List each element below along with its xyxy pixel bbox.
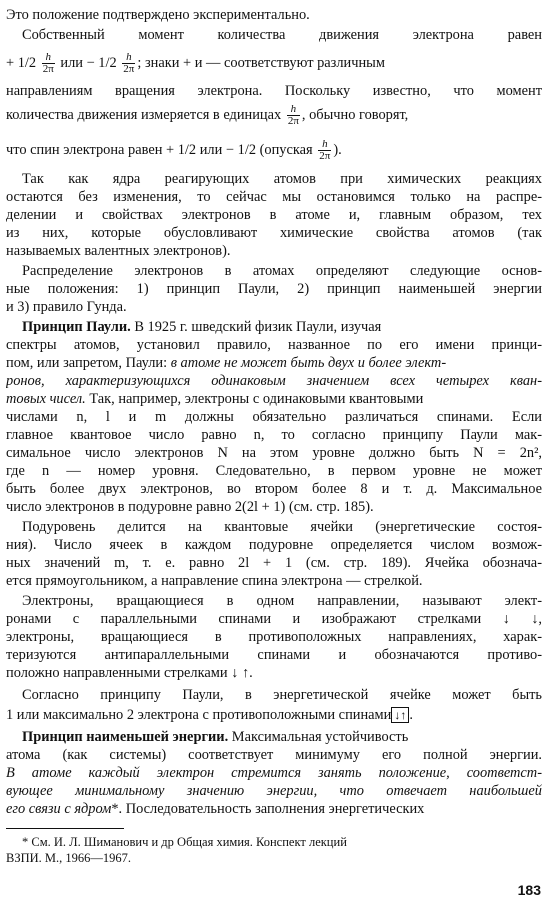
- text-span: Так, например, электроны с одинаковыми квантовыми: [85, 391, 424, 407]
- text-line: направлениям вращения электрона. Поскольку известно, что момент: [6, 83, 542, 99]
- text-line: ных значений m, т. е. равно 2l + 1 (см. стр. 189). Ячейка обознача-: [6, 555, 542, 571]
- quantum-cell-box: ↓↑: [391, 707, 409, 723]
- text-span: .: [409, 707, 413, 723]
- text-line: ется прямоугольником, а направление спина электрона — стрелкой.: [6, 573, 423, 589]
- text-line: положно направленными стрелками ↓ ↑.: [6, 665, 253, 681]
- text-line: Согласно принципу Паули, в энергетической ячейке может быть: [22, 687, 542, 703]
- italic-span: в атоме не может быть двух и более элект-: [170, 355, 447, 371]
- text-span: *. Последовательность заполнения энергетических: [111, 801, 425, 817]
- text-line: Распределение электронов в атомах определяют следующие основ-: [22, 263, 542, 279]
- text-line: ния). Число ячеек в каждом подуровне определяется числом возмож-: [6, 537, 542, 553]
- text-span: количества движения измеряется в единицах: [6, 107, 282, 123]
- text-line: делении и свойствах электронов в атоме и, главным образом, тех: [6, 207, 542, 223]
- text-line: теризуются антипараллельными спинами и обозначаются противо-: [6, 647, 542, 663]
- text-span: ).: [333, 142, 342, 158]
- text-span: что спин электрона равен + 1/2 или − 1/2 (опуская: [6, 142, 313, 158]
- text-line: [6, 706, 542, 724]
- text-line: ронами с параллельными спинами и изображают стрелками ↓ ↓,: [6, 611, 542, 627]
- text-line: Так как ядра реагирующих атомов при химических реакциях: [22, 171, 542, 187]
- text-line: Электроны, вращающиеся в одном направлении, называют элект-: [22, 593, 542, 609]
- section-heading-pauli: Принцип Паули.: [22, 319, 131, 335]
- footnote-line: ВЗПИ. М., 1966—1967.: [6, 851, 132, 865]
- text-span: , обычно говорят,: [301, 107, 409, 123]
- text-span: 1 или максимально 2 электрона с противоположными спинами: [6, 707, 392, 723]
- text-line: ные положения: 1) принцип Паули, 2) принцип наименьшей энергии: [6, 281, 542, 297]
- text-line: симальное число электронов N на этом уровне должно быть N = 2n²,: [6, 445, 542, 461]
- text-span: ; знаки + и — соответствуют различным: [137, 55, 385, 71]
- page-number: 183: [517, 882, 541, 898]
- italic-span: товых чисел.: [6, 391, 86, 407]
- italic-span: его связи с ядром: [6, 801, 112, 817]
- fraction-h-2pi: $\frac{h}{2\pi}$: [42, 51, 54, 76]
- footnote-divider: [6, 828, 124, 829]
- italic-line: ронов, характеризующихся одинаковым значением всех четырех кван-: [6, 373, 542, 389]
- text-line: числами n, l и m должны обязательно различаться спинами. Если: [6, 409, 542, 425]
- fraction-h-2pi: $\frac{h}{2\pi}$: [123, 51, 135, 76]
- fraction-h-2pi: $\frac{h}{2\pi}$: [287, 103, 299, 128]
- text-line-formula: [6, 136, 542, 164]
- text-line: [22, 318, 542, 336]
- text-line: спектры атомов, установил правило, названное по его имени принци-: [6, 337, 542, 353]
- italic-line: вующее минимальному значению энергии, что отвечает наибольшей: [6, 783, 542, 799]
- section-heading-min-energy: Принцип наименьшей энергии.: [22, 729, 229, 745]
- text-line: электроны, вращающиеся в противоположных направлениях, харак-: [6, 629, 542, 645]
- text-span: или − 1/2: [60, 55, 117, 71]
- text-line: из них, которые обусловливают химические свойства атомов (так: [6, 225, 542, 241]
- text-line: [6, 354, 542, 372]
- text-line-formula: [6, 102, 542, 128]
- text-line: и 3) правило Гунда.: [6, 299, 127, 315]
- text-line: называемых валентных электронов).: [6, 243, 231, 259]
- text-line: [6, 390, 542, 408]
- text-span: В 1925 г. шведский физик Паули, изучая: [130, 319, 382, 335]
- text-line: остаются без изменения, то сейчас мы остановимся только на распре-: [6, 189, 542, 205]
- text-line: [22, 728, 542, 746]
- text-line: Подуровень делится на квантовые ячейки (энергетические состоя-: [22, 519, 542, 535]
- text-line: где n — номер уровня. Следовательно, в первом уровне не может: [6, 463, 542, 479]
- italic-line: В атоме каждый электрон стремится занять положение, соответст-: [6, 765, 542, 781]
- text-line: быть более двух электронов, во втором более 8 и т. д. Максимальное: [6, 481, 542, 497]
- footnote-line: * См. И. Л. Шиманович и др Общая химия. Конспект лекций: [22, 835, 347, 849]
- text-span: пом, или запретом, Паули:: [6, 355, 171, 371]
- text-line: Это положение подтверждено экспериментально.: [6, 7, 310, 23]
- fraction-h-2pi: $\frac{h}{2\pi}$: [319, 138, 331, 163]
- text-line: Собственный момент количества движения электрона равен: [22, 27, 542, 43]
- text-line: [6, 800, 542, 818]
- text-line: главное квантовое число равно n, то согласно принципу Паули мак-: [6, 427, 542, 443]
- text-line: число электронов в подуровне равно 2(2l + 1) (см. стр. 185).: [6, 499, 374, 515]
- text-line-formula: [6, 50, 542, 76]
- text-span: + 1/2: [6, 55, 37, 71]
- text-span: Максимальная устойчивость: [228, 729, 409, 745]
- text-line: атома (как системы) соответствует минимуму его полной энергии.: [6, 747, 542, 763]
